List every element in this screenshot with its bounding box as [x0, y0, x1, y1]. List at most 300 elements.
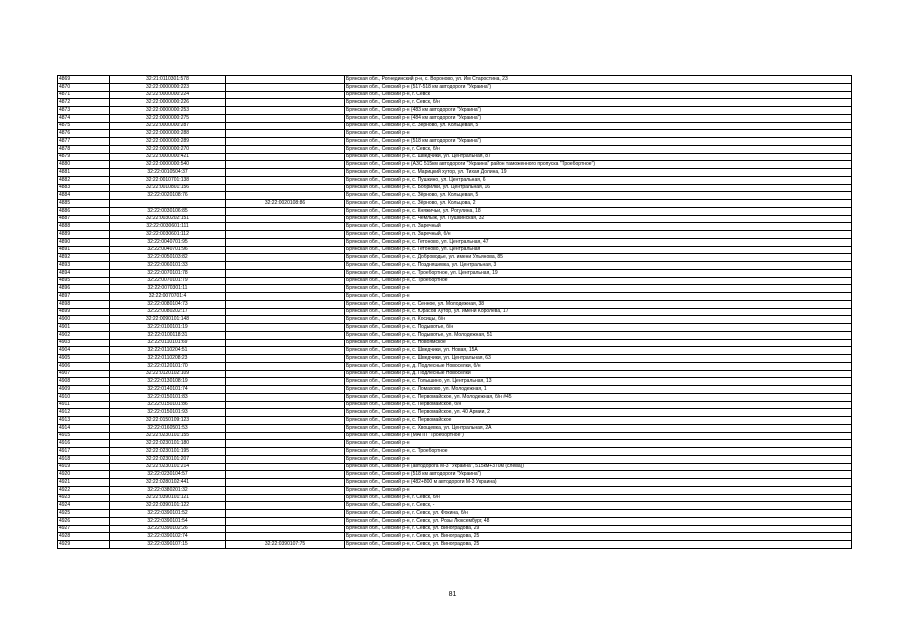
row-number-cell: 4886: [58, 207, 110, 215]
address-cell: Брянская обл., Севский р-н, с. Княжичьи, ул. Рогулина, 18: [345, 207, 852, 215]
table-row: [58, 486, 852, 494]
previous-number-cell: [226, 347, 345, 355]
previous-number-cell: 32:22:0020108:86: [226, 200, 345, 208]
table-row: [58, 308, 852, 316]
previous-number-cell: [226, 533, 345, 541]
address-cell: Брянская обл., Севский р-н, с. Ломахово, ул. Молодежная, 1: [345, 386, 852, 394]
cadastral-number-cell: 32:22:0080202:17: [110, 308, 226, 316]
table-row: [58, 494, 852, 502]
previous-number-cell: 32:22:0390107:75: [226, 541, 345, 549]
cadastral-number-cell: 32:22:0030106:85: [110, 207, 226, 215]
address-cell: Брянская обл., Севский р-н, д. Подлесные Новоселки: [345, 370, 852, 378]
previous-number-cell: [226, 114, 345, 122]
table-row: [58, 455, 852, 463]
cadastral-number-cell: 32:22:0010801:156: [110, 184, 226, 192]
table-row: [58, 122, 852, 130]
previous-number-cell: [226, 355, 345, 363]
row-number-cell: 4891: [58, 246, 110, 254]
cadastral-number-cell: 32:22:0060101:33: [110, 262, 226, 270]
address-cell: Брянская обл., Севский р-н: [345, 285, 852, 293]
previous-number-cell: [226, 246, 345, 254]
row-number-cell: 4901: [58, 324, 110, 332]
row-number-cell: 4876: [58, 130, 110, 138]
row-number-cell: 4873: [58, 107, 110, 115]
previous-number-cell: [226, 378, 345, 386]
row-number-cell: 4927: [58, 525, 110, 533]
address-cell: Брянская обл., Севский р-н, с. Первомайское: [345, 417, 852, 425]
cadastral-number-cell: 32:22:0090101:148: [110, 316, 226, 324]
table-row: [58, 417, 852, 425]
row-number-cell: 4917: [58, 448, 110, 456]
address-cell: Брянская обл., Севский р-н, г. Севск, -: [345, 502, 852, 510]
row-number-cell: 4883: [58, 184, 110, 192]
previous-number-cell: [226, 432, 345, 440]
previous-number-cell: [226, 517, 345, 525]
previous-number-cell: [226, 448, 345, 456]
row-number-cell: 4879: [58, 153, 110, 161]
row-number-cell: 4881: [58, 169, 110, 177]
table-row: [58, 246, 852, 254]
table-row: [58, 316, 852, 324]
cadastral-number-cell: 32:22:0230101:207: [110, 455, 226, 463]
table-row: [58, 331, 852, 339]
table-row: [58, 533, 852, 541]
previous-number-cell: [226, 409, 345, 417]
address-cell: Брянская обл., Севский р-н (518 км автодороги "Украина"): [345, 138, 852, 146]
row-number-cell: 4878: [58, 145, 110, 153]
table-row: [58, 130, 852, 138]
cadastral-number-cell: 32:22:0010504:37: [110, 169, 226, 177]
address-cell: Брянская обл., Севский р-н (483 км автодороги "Украина"): [345, 107, 852, 115]
table-row: [58, 262, 852, 270]
previous-number-cell: [226, 223, 345, 231]
address-cell: Брянская обл., Севский р-н, г. Севск, б/н: [345, 99, 852, 107]
address-cell: Брянская обл., Севский р-н, г. Севск: [345, 91, 852, 99]
cadastral-number-cell: 32:22:0000000:223: [110, 83, 226, 91]
address-cell: Брянская обл., Севский р-н: [345, 440, 852, 448]
cadastral-number-cell: 32:22:0230101:195: [110, 448, 226, 456]
cadastral-number-cell: 32:22:0050103:82: [110, 254, 226, 262]
row-number-cell: 4913: [58, 417, 110, 425]
row-number-cell: 4918: [58, 455, 110, 463]
cadastral-number-cell: 32:22:0390101:121: [110, 494, 226, 502]
row-number-cell: 4892: [58, 254, 110, 262]
table-row: [58, 324, 852, 332]
address-cell: Брянская обл., Севский р-н, с. Зёрново, ул. Кольцова, 2: [345, 200, 852, 208]
row-number-cell: 4923: [58, 494, 110, 502]
row-number-cell: 4897: [58, 293, 110, 301]
address-cell: Брянская обл., Севский р-н, с. Зёрново, ул. Кольцевая, 5: [345, 192, 852, 200]
cadastral-number-cell: 32:22:0130108:19: [110, 378, 226, 386]
table-row: [58, 409, 852, 417]
previous-number-cell: [226, 293, 345, 301]
cadastral-number-cell: 32:22:0000000:253: [110, 107, 226, 115]
cadastral-number-cell: 32:22:0390101:122: [110, 502, 226, 510]
row-number-cell: 4902: [58, 331, 110, 339]
address-cell: Брянская обл., Севский р-н (482+800 м автодороги М-3 Украина): [345, 479, 852, 487]
row-number-cell: 4905: [58, 355, 110, 363]
row-number-cell: 4893: [58, 262, 110, 270]
address-cell: Брянская обл., Севский р-н, г. Севск, ул. Виноградова, 25: [345, 533, 852, 541]
previous-number-cell: [226, 262, 345, 270]
row-number-cell: 4914: [58, 424, 110, 432]
cadastral-number-cell: 32:22:0000000:288: [110, 130, 226, 138]
cadastral-number-cell: 32:22:0390101:54: [110, 517, 226, 525]
row-number-cell: 4911: [58, 401, 110, 409]
table-row: [58, 502, 852, 510]
row-number-cell: 4910: [58, 393, 110, 401]
previous-number-cell: [226, 316, 345, 324]
previous-number-cell: [226, 386, 345, 394]
cadastral-number-cell: 32:22:0230101:155: [110, 432, 226, 440]
previous-number-cell: [226, 192, 345, 200]
row-number-cell: 4925: [58, 510, 110, 518]
address-cell: Брянская обл., Севский р-н, с. Зёрново, ул. Кольцевая, 5: [345, 122, 852, 130]
row-number-cell: 4899: [58, 308, 110, 316]
table-row: [58, 339, 852, 347]
address-cell: Брянская обл., Севский р-н, с. Первомайское, ул. Молодежная, б/н #45: [345, 393, 852, 401]
address-cell: Брянская обл., Севский р-н, с. Чемлыж, ул. Пушкинская, 32: [345, 215, 852, 223]
previous-number-cell: [226, 479, 345, 487]
previous-number-cell: [226, 463, 345, 471]
table-row: [58, 525, 852, 533]
row-number-cell: 4912: [58, 409, 110, 417]
row-number-cell: 4895: [58, 277, 110, 285]
address-cell: Брянская обл., Севский р-н, с. Доброводье, ул. имени Ульянова, 85: [345, 254, 852, 262]
table-row: [58, 200, 852, 208]
previous-number-cell: [226, 107, 345, 115]
previous-number-cell: [226, 238, 345, 246]
address-cell: Брянская обл., Севский р-н, с. Шведчики, ул. Центральная, 87: [345, 153, 852, 161]
previous-number-cell: [226, 486, 345, 494]
table-row: [58, 99, 852, 107]
cadastral-number-cell: 32:22:0110101:69: [110, 339, 226, 347]
table-row: [58, 355, 852, 363]
address-cell: Брянская обл., Севский р-н, г. Севск, ул. Фокина, б/н: [345, 510, 852, 518]
cadastral-number-cell: 32:22:0000000:289: [110, 138, 226, 146]
row-number-cell: 4874: [58, 114, 110, 122]
table-row: [58, 448, 852, 456]
cadastral-number-cell: 32:22:0000000:275: [110, 114, 226, 122]
cadastral-number-cell: 32:22:0000000:287: [110, 122, 226, 130]
address-cell: Брянская обл., Севский р-н: [345, 455, 852, 463]
previous-number-cell: [226, 76, 345, 84]
previous-number-cell: [226, 417, 345, 425]
table-row: [58, 370, 852, 378]
cadastral-number-cell: 32:22:0000000:224: [110, 91, 226, 99]
cadastral-number-cell: 32:22:0390107:15: [110, 541, 226, 549]
address-cell: Брянская обл., Севский р-н, с. Хвощевка, ул. Центральная, 2А: [345, 424, 852, 432]
table-row: [58, 176, 852, 184]
cadastral-number-cell: 32:22:0070101:79: [110, 277, 226, 285]
row-number-cell: 4907: [58, 370, 110, 378]
row-number-cell: 4896: [58, 285, 110, 293]
row-number-cell: 4924: [58, 502, 110, 510]
table-row: [58, 153, 852, 161]
address-cell: Брянская обл., Севский р-н, с. Голышино, ул. Центральная, 13: [345, 378, 852, 386]
cadastral-number-cell: 32:21:0110301:578: [110, 76, 226, 84]
table-row: [58, 223, 852, 231]
address-cell: Брянская обл., Севский р-н, г. Севск, ул. Виноградова, 25: [345, 541, 852, 549]
cadastral-number-cell: 32:22:0150101:93: [110, 409, 226, 417]
address-cell: Брянская обл., Севский р-н (518 км автодороги "Украина"): [345, 471, 852, 479]
row-number-cell: 4908: [58, 378, 110, 386]
table-row: [58, 192, 852, 200]
cadastral-number-cell: 32:22:0230104:57: [110, 471, 226, 479]
row-number-cell: 4904: [58, 347, 110, 355]
previous-number-cell: [226, 424, 345, 432]
cadastral-number-cell: 32:22:0020108:76: [110, 192, 226, 200]
cadastral-number-cell: 32:22:0000000:226: [110, 99, 226, 107]
table-row: [58, 215, 852, 223]
previous-number-cell: [226, 254, 345, 262]
address-cell: Брянская обл., Севский р-н, д. Подлесные Новоселки, б/н: [345, 362, 852, 370]
row-number-cell: 4920: [58, 471, 110, 479]
table-row: [58, 231, 852, 239]
cadastral-number-cell: 32:22:0080104:73: [110, 300, 226, 308]
previous-number-cell: [226, 300, 345, 308]
address-cell: Брянская обл., Севский р-н (АЗС 515км автодороги "Украина" район таможенного пропуска "Троебортное"): [345, 161, 852, 169]
row-number-cell: 4887: [58, 215, 110, 223]
register-table-body: [58, 76, 852, 549]
address-cell: Брянская обл., Севский р-н, с. Шведчики, ул. Новая, 15А: [345, 347, 852, 355]
previous-number-cell: [226, 331, 345, 339]
previous-number-cell: [226, 138, 345, 146]
address-cell: Брянская обл., Севский р-н, с. Шведчики, ул. Центральная, 63: [345, 355, 852, 363]
address-cell: Брянская обл., Севский р-н (517-518 км автодороги "Украина"): [345, 83, 852, 91]
table-row: [58, 277, 852, 285]
row-number-cell: 4877: [58, 138, 110, 146]
previous-number-cell: [226, 184, 345, 192]
cadastral-number-cell: 32:22:0150101:86: [110, 401, 226, 409]
cadastral-number-cell: 32:22:0150101:83: [110, 393, 226, 401]
table-row: [58, 440, 852, 448]
address-cell: Брянская обл., Севский р-н (автодорога М-3 "Украина", 515км+370м (слева)): [345, 463, 852, 471]
cadastral-number-cell: 32:22:0010701:138: [110, 176, 226, 184]
previous-number-cell: [226, 494, 345, 502]
row-number-cell: 4919: [58, 463, 110, 471]
row-number-cell: 4928: [58, 533, 110, 541]
table-row: [58, 91, 852, 99]
address-cell: Брянская обл., Севский р-н, с. Троебортное: [345, 448, 852, 456]
table-row: [58, 169, 852, 177]
previous-number-cell: [226, 339, 345, 347]
row-number-cell: 4929: [58, 541, 110, 549]
address-cell: Брянская обл., Севский р-н, г. Севск, ул. Розы Люксембург, 48: [345, 517, 852, 525]
address-cell: Брянская обл., Севский р-н, с. Троебортное, ул. Центральная, 19: [345, 269, 852, 277]
table-row: [58, 362, 852, 370]
previous-number-cell: [226, 324, 345, 332]
row-number-cell: 4889: [58, 231, 110, 239]
cadastral-number-cell: 32:22:0390102:26: [110, 525, 226, 533]
table-row: [58, 386, 852, 394]
table-row: [58, 463, 852, 471]
cadastral-number-cell: 32:22:0000000:421: [110, 153, 226, 161]
previous-number-cell: [226, 455, 345, 463]
table-row: [58, 138, 852, 146]
table-row: [58, 401, 852, 409]
previous-number-cell: [226, 122, 345, 130]
cadastral-number-cell: 32:22:0070101:78: [110, 269, 226, 277]
previous-number-cell: [226, 440, 345, 448]
previous-number-cell: [226, 308, 345, 316]
previous-number-cell: [226, 393, 345, 401]
row-number-cell: 4900: [58, 316, 110, 324]
address-cell: Брянская обл., Севский р-н, с. Гетоново, ул. Центральная, 47: [345, 238, 852, 246]
address-cell: Брянская обл., Севский р-н, с. Первомайское, ул. 40 Армии, 2: [345, 409, 852, 417]
row-number-cell: 4894: [58, 269, 110, 277]
previous-number-cell: [226, 269, 345, 277]
address-cell: Брянская обл., Севский р-н, с. Пушкино, ул. Центральная, 6: [345, 176, 852, 184]
row-number-cell: 4875: [58, 122, 110, 130]
row-number-cell: 4916: [58, 440, 110, 448]
cadastral-number-cell: 32:22:0000000:270: [110, 145, 226, 153]
address-cell: Брянская обл., Севский р-н, г. Севск, б/н: [345, 494, 852, 502]
address-cell: Брянская обл., Севский р-н, г. Севск, б/н: [345, 145, 852, 153]
previous-number-cell: [226, 510, 345, 518]
table-row: [58, 479, 852, 487]
table-row: [58, 378, 852, 386]
row-number-cell: 4909: [58, 386, 110, 394]
previous-number-cell: [226, 91, 345, 99]
address-cell: Брянская обл., Севский р-н, с. Поздняшевка, ул. Центральная, 3: [345, 262, 852, 270]
table-row: [58, 254, 852, 262]
table-row: [58, 432, 852, 440]
cadastral-number-cell: 32:22:0120102:109: [110, 370, 226, 378]
cadastral-number-cell: 32:22:0230101:180: [110, 440, 226, 448]
cadastral-number-cell: [110, 200, 226, 208]
address-cell: Брянская обл., Севский р-н, с. Троебортное: [345, 277, 852, 285]
address-cell: Брянская обл., Севский р-н, с. Подывотье, б/н: [345, 324, 852, 332]
cadastral-number-cell: 32:22:0030202:151: [110, 215, 226, 223]
table-row: [58, 269, 852, 277]
row-number-cell: 4926: [58, 517, 110, 525]
cadastral-number-cell: 32:22:0150109:123: [110, 417, 226, 425]
cadastral-number-cell: 32:22:0140101:74: [110, 386, 226, 394]
row-number-cell: 4915: [58, 432, 110, 440]
cadastral-number-cell: 32:22:0160501:53: [110, 424, 226, 432]
address-cell: Брянская обл., Рогнединский р-н, с. Вороново, ул. Им Старостина, 23: [345, 76, 852, 84]
previous-number-cell: [226, 277, 345, 285]
row-number-cell: 4884: [58, 192, 110, 200]
cadastral-number-cell: 32:22:0120101:70: [110, 362, 226, 370]
previous-number-cell: [226, 145, 345, 153]
previous-number-cell: [226, 401, 345, 409]
previous-number-cell: [226, 130, 345, 138]
table-row: [58, 300, 852, 308]
cadastral-number-cell: 32:22:0040701:95: [110, 238, 226, 246]
row-number-cell: 4880: [58, 161, 110, 169]
cadastral-number-cell: 32:22:0390102:74: [110, 533, 226, 541]
previous-number-cell: [226, 370, 345, 378]
previous-number-cell: [226, 99, 345, 107]
row-number-cell: 4903: [58, 339, 110, 347]
row-number-cell: 4890: [58, 238, 110, 246]
cadastral-number-cell: 32:22:0000000:540: [110, 161, 226, 169]
address-cell: Брянская обл., Севский р-н, с. Юрасов Хутор, ул. имени Королёва, 17: [345, 308, 852, 316]
row-number-cell: 4898: [58, 300, 110, 308]
address-cell: Брянская обл., Севский р-н (484 км автодороги "Украина"): [345, 114, 852, 122]
table-row: [58, 393, 852, 401]
page-number: 81: [448, 591, 457, 598]
previous-number-cell: [226, 285, 345, 293]
previous-number-cell: [226, 502, 345, 510]
register-sheet: [57, 75, 851, 549]
address-cell: Брянская обл., Севский р-н, с. Гетоново, ул. Центральная: [345, 246, 852, 254]
previous-number-cell: [226, 215, 345, 223]
previous-number-cell: [226, 231, 345, 239]
address-cell: Брянская обл., Севский р-н: [345, 293, 852, 301]
address-cell: Брянская обл., Севский р-н, п. Заречный: [345, 223, 852, 231]
table-row: [58, 161, 852, 169]
address-cell: Брянская обл., Севский р-н, п. Косицы, б/н: [345, 316, 852, 324]
table-row: [58, 517, 852, 525]
address-cell: Брянская обл., Севский р-н, с. Сенное, ул. Молодежная, 38: [345, 300, 852, 308]
cadastral-number-cell: 32:22:0380201:32: [110, 486, 226, 494]
previous-number-cell: [226, 471, 345, 479]
row-number-cell: 4872: [58, 99, 110, 107]
previous-number-cell: [226, 161, 345, 169]
cadastral-number-cell: 32:22:0040701:96: [110, 246, 226, 254]
row-number-cell: 4922: [58, 486, 110, 494]
cadastral-number-cell: 32:22:0100118:31: [110, 331, 226, 339]
table-row: [58, 76, 852, 84]
table-row: [58, 293, 852, 301]
table-row: [58, 83, 852, 91]
previous-number-cell: [226, 207, 345, 215]
address-cell: Брянская обл., Севский р-н: [345, 486, 852, 494]
table-row: [58, 510, 852, 518]
table-row: [58, 347, 852, 355]
address-cell: Брянская обл., Севский р-н (МАПП "Троебортное"): [345, 432, 852, 440]
previous-number-cell: [226, 83, 345, 91]
table-row: [58, 145, 852, 153]
table-row: [58, 285, 852, 293]
address-cell: Брянская обл., Севский р-н, п. Заречный, б/н: [345, 231, 852, 239]
address-cell: Брянская обл., Севский р-н, с. Первомайское, б/н: [345, 401, 852, 409]
cadastral-number-cell: 32:22:0100101:19: [110, 324, 226, 332]
table-row: [58, 107, 852, 115]
cadastral-number-cell: 32:22:0030601:111: [110, 223, 226, 231]
table-row: [58, 184, 852, 192]
cadastral-number-cell: 32:22:0070301:11: [110, 285, 226, 293]
table-row: [58, 238, 852, 246]
address-cell: Брянская обл., Севский р-н, с. Бобрилки, ул. Центральная, 16: [345, 184, 852, 192]
previous-number-cell: [226, 169, 345, 177]
table-row: [58, 424, 852, 432]
table-row: [58, 471, 852, 479]
register-table: [57, 75, 852, 549]
row-number-cell: 4885: [58, 200, 110, 208]
row-number-cell: 4871: [58, 91, 110, 99]
table-row: [58, 541, 852, 549]
table-row: [58, 114, 852, 122]
address-cell: Брянская обл., Севский р-н, с. Подывотье, ул. Молодежная, 51: [345, 331, 852, 339]
cadastral-number-cell: 32:22:0110208:23: [110, 355, 226, 363]
row-number-cell: 4921: [58, 479, 110, 487]
address-cell: Брянская обл., Севский р-н, с. Новоямское: [345, 339, 852, 347]
previous-number-cell: [226, 153, 345, 161]
address-cell: Брянская обл., Севский р-н, г. Севск, ул. Виноградова, 29: [345, 525, 852, 533]
cadastral-number-cell: 32:22:0280102:441: [110, 479, 226, 487]
row-number-cell: 4882: [58, 176, 110, 184]
row-number-cell: 4870: [58, 83, 110, 91]
row-number-cell: 4906: [58, 362, 110, 370]
previous-number-cell: [226, 362, 345, 370]
cadastral-number-cell: 32:22:0390101:52: [110, 510, 226, 518]
address-cell: Брянская обл., Севский р-н: [345, 130, 852, 138]
previous-number-cell: [226, 176, 345, 184]
